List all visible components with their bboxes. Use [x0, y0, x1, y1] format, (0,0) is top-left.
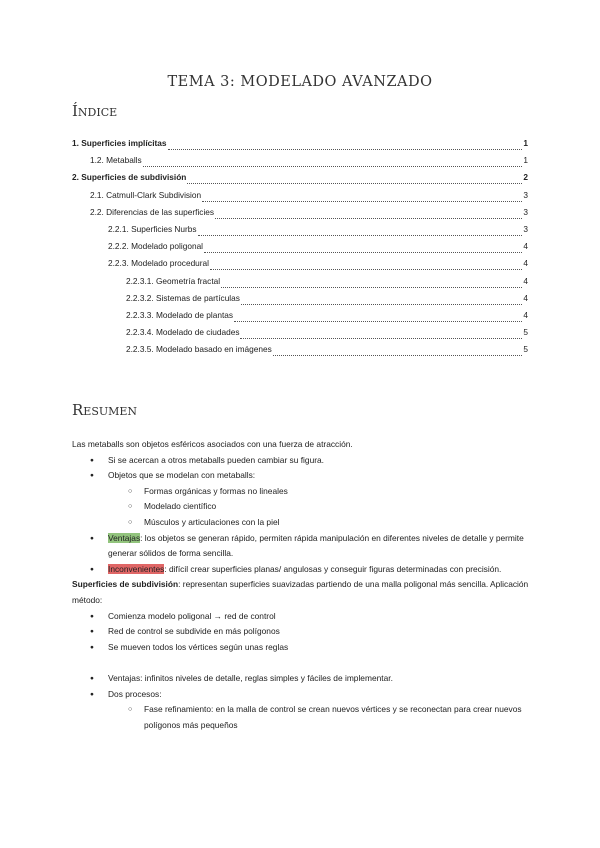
toc-entry[interactable]: [72, 310, 528, 327]
toc-entry-label: 2. Superficies de subdivisión: [72, 172, 187, 183]
toc-leader-dots: [273, 349, 523, 356]
list-item: ○ Modelado científico: [72, 499, 532, 515]
toc-entry-page: 1: [523, 155, 528, 166]
list-item: ● Ventajas: los objetos se generan rápido, permiten rápida manipulación en diferentes niveles de detalle y permite generar sólidos de forma sencilla.: [72, 531, 532, 562]
toc-entry[interactable]: [72, 344, 528, 361]
toc-entry[interactable]: [72, 224, 528, 241]
list-item: ● Dos procesos: ○ Fase refinamiento: en la malla de control se crean nuevos vértices y se reconectan para crear nuevos polígonos más pequeños: [72, 687, 532, 734]
toc-leader-dots: [215, 212, 522, 219]
toc-leader-dots: [240, 332, 522, 339]
index-heading: Índice: [72, 102, 118, 120]
toc-entry[interactable]: [72, 207, 528, 224]
toc-entry[interactable]: [72, 190, 528, 207]
toc-entry-label: 2.2.3.4. Modelado de ciudades: [126, 327, 240, 338]
toc-entry-page: 1: [523, 138, 528, 148]
toc-entry-label: 1.2. Metaballs: [90, 155, 142, 166]
toc-entry-label: 2.2.3.3. Modelado de plantas: [126, 309, 234, 320]
toc-entry[interactable]: [72, 258, 528, 275]
toc-entry-label: 2.2.1. Superficies Nurbs: [108, 223, 197, 234]
toc-entry-page: 5: [523, 327, 528, 338]
toc-leader-dots: [234, 315, 522, 322]
toc-leader-dots: [187, 177, 522, 184]
metaballs-intro: Las metaballs son objetos esféricos asociados con una fuerza de atracción.: [72, 439, 353, 449]
summary-body: [72, 437, 532, 733]
list-item: ○ Fase refinamiento: en la malla de control se crean nuevos vértices y se reconectan para crear nuevos polígonos más pequeños: [72, 702, 532, 733]
toc-entry-label: 2.2.3.1. Geometría fractal: [126, 275, 221, 286]
toc-entry[interactable]: [72, 276, 528, 293]
toc-entry[interactable]: [72, 241, 528, 258]
toc-leader-dots: [210, 263, 522, 270]
toc-entry[interactable]: [72, 293, 528, 310]
toc-leader-dots: [202, 195, 522, 202]
toc-entry[interactable]: [72, 155, 528, 172]
list-item: ● Ventajas: infinitos niveles de detalle, reglas simples y fáciles de implementar.: [72, 671, 532, 687]
toc-entry-page: 4: [523, 292, 528, 303]
toc-leader-dots: [241, 298, 522, 305]
list-item: ● Objetos que se modelan con metaballs: ○ Formas orgánicas y formas no lineales ○ Modelado científico ○ Músculos y articulaciones con la piel: [72, 468, 532, 530]
toc-entry-label: 1. Superficies implícitas: [72, 138, 167, 148]
toc-entry-label: 2.2.2. Modelado poligonal: [108, 241, 204, 252]
toc-leader-dots: [198, 229, 523, 236]
toc-entry-label: 2.2. Diferencias de las superficies: [90, 206, 215, 217]
list-item: ● Inconvenientes: difícil crear superficies planas/ angulosas y conseguir figuras determinadas con precisión.: [72, 562, 532, 578]
toc-entry[interactable]: [72, 172, 528, 189]
toc-leader-dots: [204, 246, 522, 253]
document-title: TEMA 3: MODELADO AVANZADO: [167, 74, 433, 90]
toc-entry[interactable]: [72, 327, 528, 344]
drawbacks-highlight: Inconvenientes: [108, 563, 165, 574]
toc-leader-dots: [168, 143, 523, 150]
table-of-contents: [72, 138, 528, 361]
toc-entry-label: 2.1. Catmull-Clark Subdivision: [90, 189, 202, 200]
list-item: ● Red de control se subdivide en más polígonos: [72, 624, 532, 640]
advantages-highlight: Ventajas: [108, 532, 141, 543]
toc-entry-label: 2.2.3.2. Sistemas de partículas: [126, 292, 240, 303]
toc-entry-page: 3: [523, 206, 528, 217]
toc-entry[interactable]: [72, 138, 528, 155]
toc-leader-dots: [221, 281, 522, 288]
toc-entry-page: 4: [523, 241, 528, 252]
toc-entry-page: 4: [523, 258, 528, 269]
toc-entry-page: 3: [523, 223, 528, 234]
toc-entry-page: 4: [523, 309, 528, 320]
toc-entry-page: 4: [523, 275, 528, 286]
list-item: ● Si se acercan a otros metaballs pueden cambiar su figura.: [72, 453, 532, 469]
toc-entry-page: 5: [523, 344, 528, 355]
list-item: ● Se mueven todos los vértices según unas reglas: [72, 640, 532, 656]
subdivision-paragraph: Superficies de subdivisión: representan superficies suavizadas partiendo de una malla poligonal más sencilla. Aplicación método:: [72, 579, 529, 605]
list-item: ○ Músculos y articulaciones con la piel: [72, 515, 532, 531]
toc-leader-dots: [143, 160, 523, 167]
summary-heading: Resumen: [72, 401, 138, 419]
toc-entry-page: 2: [523, 172, 528, 183]
toc-entry-label: 2.2.3. Modelado procedural: [108, 258, 210, 269]
list-item: ○ Formas orgánicas y formas no lineales: [72, 484, 532, 500]
toc-entry-label: 2.2.3.5. Modelado basado en imágenes: [126, 344, 272, 355]
toc-entry-page: 3: [523, 189, 528, 200]
list-item: ● Comienza modelo poligonal → red de control: [72, 609, 532, 625]
